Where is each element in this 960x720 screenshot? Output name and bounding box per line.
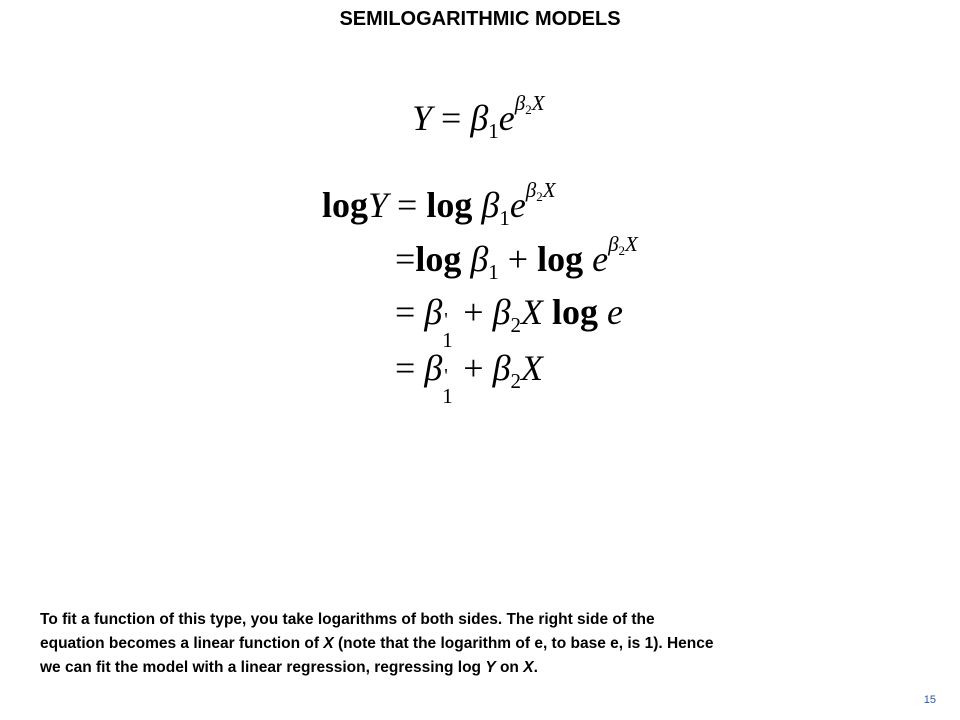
log-equation-step-4: = β ' 1 + $\beta_2X$ — [395, 348, 543, 408]
page-number: 15 — [923, 694, 936, 706]
explanation-line-1: To fit a function of this type, you take logarithms of both sides. The right side of the — [40, 611, 655, 628]
log-equation-step-1: $\log Y = \log \beta_1e^{\beta 2X}$ — [322, 178, 556, 230]
slide-title: SEMILOGARITHMIC MODELS — [339, 8, 621, 30]
log-equation-step-3: = β ' 1 + $\beta_2X$ log e — [395, 292, 623, 352]
log-equation-step-2: =log $\beta_1 + \log e^{\beta 2X}$ — [395, 232, 638, 284]
explanation-line-3: we can fit the model with a linear regression, regressing log Y on X. — [40, 659, 538, 676]
model-equation: $Y = \beta_1e^{\beta 2X}$ — [412, 91, 545, 143]
explanation-text — [40, 608, 920, 680]
explanation-line-2: equation becomes a linear function of X (note that the logarithm of e, to base e, is 1). Hence — [40, 635, 714, 652]
